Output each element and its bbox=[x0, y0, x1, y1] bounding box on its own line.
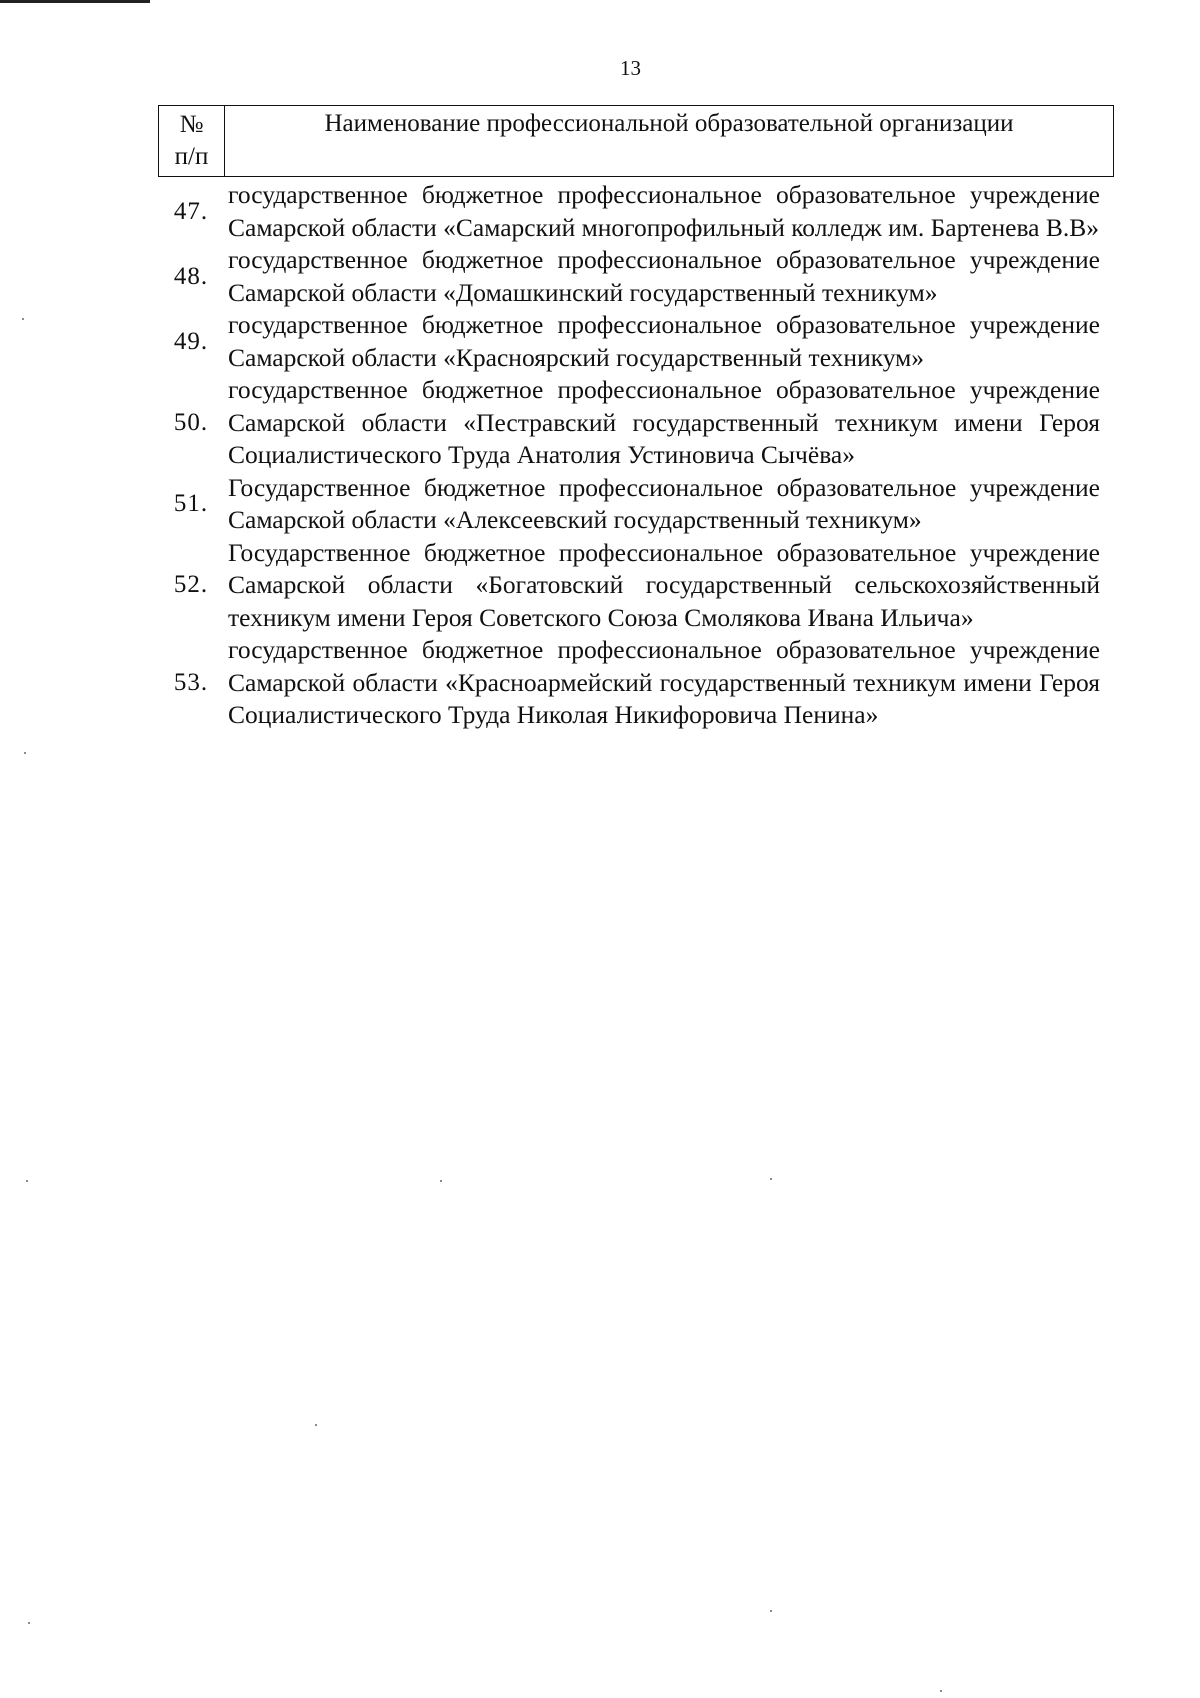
header-number-symbol: № bbox=[179, 111, 204, 138]
table-header bbox=[158, 105, 1114, 177]
header-name-column: Наименование профессиональной образовательной организации bbox=[324, 110, 1014, 137]
scan-speck bbox=[28, 1622, 30, 1624]
table-row bbox=[158, 634, 1114, 732]
header-number-abbrev: п/п bbox=[174, 143, 209, 170]
table-row bbox=[158, 374, 1114, 472]
scan-speck bbox=[770, 1610, 772, 1612]
row-number: 53. bbox=[173, 668, 209, 696]
scan-speck bbox=[24, 752, 26, 754]
row-organization-name: государственное бюджетное профессиональное образовательное учреждение Самарской области «Пестравский государственный техникум имени Героя Социалистического Труда Анатолия Устиновича Сычёва» bbox=[228, 375, 1100, 469]
row-number: 51. bbox=[173, 490, 209, 517]
row-organization-name: Государственное бюджетное профессиональное образовательное учреждение Самарской области «Богатовский государственный сельскохозяйственный техникум имени Героя Советского Союза Смолякова Ивана Ильича» bbox=[228, 537, 1100, 632]
header-number-column bbox=[159, 106, 225, 176]
row-number: 47. bbox=[173, 197, 209, 225]
scan-speck bbox=[22, 318, 24, 320]
row-organization-name: государственное бюджетное профессиональное образовательное учреждение Самарской области «Красноармейский государственный техникум имени Героя Социалистического Труда Николая Никифоровича Пенина» bbox=[228, 635, 1100, 729]
table-row bbox=[158, 244, 1114, 309]
row-number: 50. bbox=[173, 408, 209, 436]
scan-speck bbox=[315, 1424, 317, 1426]
scan-edge-mark bbox=[0, 0, 150, 3]
table-row bbox=[158, 309, 1114, 374]
table-body bbox=[158, 179, 1114, 732]
scan-speck bbox=[940, 1690, 942, 1692]
row-organization-name: государственное бюджетное профессиональное образовательное учреждение Самарской области «Домашкинский государственный техникум» bbox=[228, 245, 1100, 307]
table-row bbox=[158, 179, 1114, 244]
row-number: 49. bbox=[173, 327, 209, 355]
organizations-table bbox=[158, 105, 1114, 732]
scan-speck bbox=[26, 1180, 28, 1182]
table-row bbox=[158, 472, 1114, 537]
scan-speck bbox=[770, 1178, 772, 1180]
page-number: 13 bbox=[620, 56, 641, 80]
row-number: 52. bbox=[173, 571, 209, 599]
row-number: 48. bbox=[173, 262, 209, 290]
row-organization-name: государственное бюджетное профессиональное образовательное учреждение Самарской области «Самарский многопрофильный колледж им. Бартенева В.В» bbox=[228, 180, 1100, 242]
scan-speck bbox=[440, 1180, 442, 1182]
table-row bbox=[158, 537, 1114, 635]
row-organization-name: Государственное бюджетное профессиональное образовательное учреждение Самарской области «Алексеевский государственный техникум» bbox=[228, 472, 1100, 534]
row-organization-name: государственное бюджетное профессиональное образовательное учреждение Самарской области «Красноярский государственный техникум» bbox=[228, 310, 1100, 372]
